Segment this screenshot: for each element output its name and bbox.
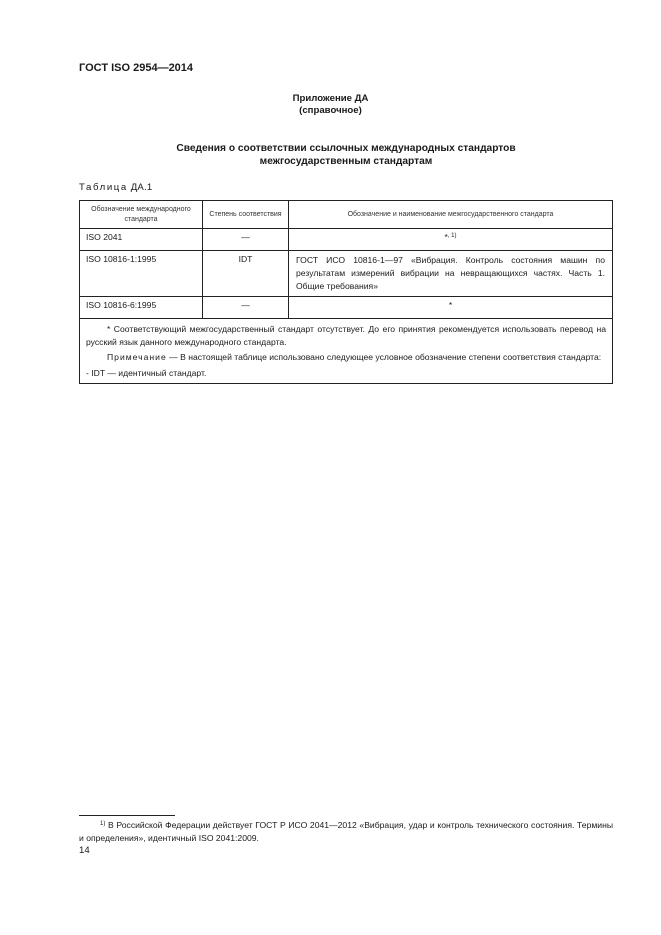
table-notes-row (80, 319, 613, 384)
header-interstate-standard: Обозначение и наименование межгосударственного стандарта (289, 201, 613, 229)
document-code: ГОСТ ISO 2954—2014 (79, 62, 194, 74)
header-international-standard: Обозначение международного стандарта (80, 201, 203, 229)
footnote-marker: 1) (100, 821, 106, 827)
cell-interstate-standard: * (289, 297, 613, 319)
cell-degree: — (203, 229, 289, 251)
cell-interstate-text: * (444, 232, 448, 242)
cell-international-standard: ISO 2041 (80, 229, 203, 251)
footnote (79, 818, 613, 845)
cell-international-standard: ISO 10816-6:1995 (80, 297, 203, 319)
cell-interstate-standard (289, 229, 613, 251)
note-label: Примечание (107, 352, 167, 362)
footnote-reference: , 1) (447, 233, 457, 239)
appendix-note: (справочное) (299, 105, 362, 116)
table-row (80, 229, 613, 251)
footnote-divider (79, 815, 175, 816)
page-number: 14 (79, 845, 90, 856)
cell-interstate-standard: ГОСТ ИСО 10816-1—97 «Вибрация. Контроль состояния машин по результатам измерений вибрации на невращающихся частях. Часть 1. Общие требования» (289, 251, 613, 297)
correspondence-table (79, 200, 613, 384)
table-caption (79, 182, 152, 193)
table-notes (80, 319, 613, 384)
table-row (80, 297, 613, 319)
note-text: — В настоящей таблице использовано следующее условное обозначение степени соответствия стандарта: (166, 352, 602, 362)
appendix-title: Приложение ДА (292, 93, 369, 104)
asterisk-note: * Соответствующий межгосударственный стандарт отсутствует. До его принятия рекомендуется использовать перевод на русский язык данного международного стандарта. (86, 324, 606, 347)
cell-international-standard: ISO 10816-1:1995 (80, 251, 203, 297)
cell-degree: — (203, 297, 289, 319)
note-paragraph (86, 351, 606, 364)
footnote-text: В Российской Федерации действует ГОСТ Р ИСО 2041—2012 «Вибрация, удар и контроль технического состояния. Термины и определения», идентичный ISO 2041:2009. (79, 820, 613, 843)
table-caption-number: ДА.1 (130, 182, 153, 193)
section-title: Сведения о соответствии ссылочных международных стандартов межгосударственным стандартам (176, 143, 516, 167)
table-header-row (80, 201, 613, 229)
table-caption-prefix: Таблица (79, 182, 128, 193)
cell-degree: IDT (203, 251, 289, 297)
note-item: - IDT — идентичный стандарт. (86, 367, 207, 378)
header-degree: Степень соответствия (203, 201, 289, 229)
table-row (80, 251, 613, 297)
